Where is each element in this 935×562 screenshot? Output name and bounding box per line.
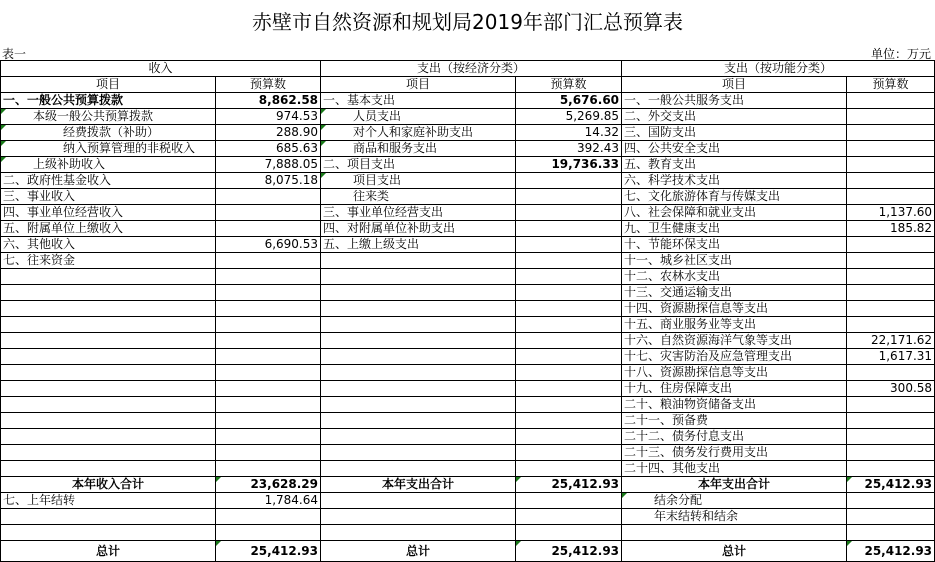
income-value-cell: 7,888.05 xyxy=(216,157,321,173)
table-row xyxy=(1,445,935,461)
table-row xyxy=(1,381,935,397)
grand-total-row xyxy=(1,541,935,562)
income-item-cell xyxy=(1,269,216,285)
income-item-cell xyxy=(1,445,216,461)
econ-value-cell xyxy=(516,285,622,301)
econ-item-cell xyxy=(321,253,516,269)
prev-carry-value: 1,784.64 xyxy=(216,493,321,509)
income-value-cell xyxy=(216,285,321,301)
income-item-cell xyxy=(1,381,216,397)
econ-value-cell xyxy=(516,269,622,285)
econ-value-cell xyxy=(516,509,622,525)
econ-value-cell xyxy=(516,445,622,461)
table-row xyxy=(1,221,935,237)
table-row xyxy=(1,125,935,141)
func-value-cell xyxy=(847,285,935,301)
income-value-cell xyxy=(216,349,321,365)
income-grand-label: 总计 xyxy=(1,541,216,562)
income-item-cell xyxy=(1,397,216,413)
econ-expense-header: 支出（按经济分类） xyxy=(321,61,622,77)
econ-item-cell: 四、对附属单位补助支出 xyxy=(321,221,516,237)
econ-item-cell: 商品和服务支出 xyxy=(321,141,516,157)
table-row xyxy=(1,301,935,317)
func-item-cell: 十七、灾害防治及应急管理支出 xyxy=(622,349,847,365)
func-value-cell: 1,137.60 xyxy=(847,205,935,221)
func-item-cell: 九、卫生健康支出 xyxy=(622,221,847,237)
econ-grand-label: 总计 xyxy=(321,541,516,562)
econ-item-cell xyxy=(321,285,516,301)
empty-cell xyxy=(847,525,935,541)
econ-value-cell xyxy=(516,317,622,333)
func-value-cell xyxy=(847,125,935,141)
func-item-cell: 七、文化旅游体育与传媒支出 xyxy=(622,189,847,205)
income-item-cell xyxy=(1,301,216,317)
func-value-cell: 185.82 xyxy=(847,221,935,237)
func-value-cell: 22,171.62 xyxy=(847,333,935,349)
func-item-cell: 二、外交支出 xyxy=(622,109,847,125)
table-row xyxy=(1,205,935,221)
func-item-cell: 十、节能环保支出 xyxy=(622,237,847,253)
func-expense-header: 支出（按功能分类） xyxy=(622,61,935,77)
econ-item-cell: 往来类 xyxy=(321,189,516,205)
econ-item-cell: 一、基本支出 xyxy=(321,93,516,109)
income-item-cell: 一、一般公共预算拨款 xyxy=(1,93,216,109)
func-value-cell xyxy=(847,301,935,317)
table-row xyxy=(1,173,935,189)
income-value-cell xyxy=(216,221,321,237)
income-value-cell xyxy=(216,397,321,413)
income-value-cell: 8,075.18 xyxy=(216,173,321,189)
table-row xyxy=(1,397,935,413)
func-item-cell: 十一、城乡社区支出 xyxy=(622,253,847,269)
income-value-cell: 974.53 xyxy=(216,109,321,125)
econ-item-header: 项目 xyxy=(321,77,516,93)
func-grand-label: 总计 xyxy=(622,541,847,562)
table-row xyxy=(1,141,935,157)
econ-item-cell xyxy=(321,413,516,429)
unit-label: 单位：万元 xyxy=(870,47,931,61)
table-row xyxy=(1,509,935,525)
func-value-cell xyxy=(847,397,935,413)
func-value-cell xyxy=(847,237,935,253)
income-value-cell xyxy=(216,205,321,221)
econ-item-cell xyxy=(321,381,516,397)
func-value-cell xyxy=(847,509,935,525)
income-value-cell xyxy=(216,445,321,461)
econ-value-cell xyxy=(516,221,622,237)
econ-value-cell xyxy=(516,461,622,477)
prev-carry-label: 七、上年结转 xyxy=(1,493,216,509)
econ-value-cell xyxy=(516,173,622,189)
income-value-cell xyxy=(216,301,321,317)
income-value-cell: 6,690.53 xyxy=(216,237,321,253)
func-item-cell: 二十四、其他支出 xyxy=(622,461,847,477)
table-row xyxy=(1,285,935,301)
econ-item-cell xyxy=(321,397,516,413)
func-value-cell xyxy=(847,157,935,173)
table-row xyxy=(1,253,935,269)
yearend-carry-label: 年末结转和结余 xyxy=(622,509,847,525)
econ-item-cell: 项目支出 xyxy=(321,173,516,189)
table-meta-row xyxy=(0,44,935,60)
func-item-cell: 十二、农林水支出 xyxy=(622,269,847,285)
func-item-cell: 五、教育支出 xyxy=(622,157,847,173)
income-item-cell xyxy=(1,317,216,333)
income-item-cell: 经费拨款（补助） xyxy=(1,125,216,141)
income-item-cell: 三、事业收入 xyxy=(1,189,216,205)
income-item-cell: 四、事业单位经营收入 xyxy=(1,205,216,221)
func-value-cell xyxy=(847,189,935,205)
income-item-cell xyxy=(1,365,216,381)
column-header-row xyxy=(1,77,935,93)
econ-item-cell xyxy=(321,317,516,333)
func-value-cell xyxy=(847,429,935,445)
func-item-cell: 十八、资源勘探信息等支出 xyxy=(622,365,847,381)
econ-value-cell: 14.32 xyxy=(516,125,622,141)
func-item-cell: 二十一、预备费 xyxy=(622,413,847,429)
func-total-value: 25,412.93 xyxy=(847,477,935,493)
income-value-cell xyxy=(216,381,321,397)
econ-item-cell xyxy=(321,445,516,461)
func-total-label: 本年支出合计 xyxy=(622,477,847,493)
income-item-cell: 七、往来资金 xyxy=(1,253,216,269)
econ-value-cell xyxy=(516,301,622,317)
income-value-cell: 288.90 xyxy=(216,125,321,141)
func-value-cell xyxy=(847,141,935,157)
func-item-cell: 十六、自然资源海洋气象等支出 xyxy=(622,333,847,349)
income-item-cell xyxy=(1,509,216,525)
econ-budget-header: 预算数 xyxy=(516,77,622,93)
econ-value-cell xyxy=(516,381,622,397)
econ-value-cell xyxy=(516,365,622,381)
econ-value-cell xyxy=(516,333,622,349)
table-row xyxy=(1,349,935,365)
income-value-cell xyxy=(216,269,321,285)
econ-item-cell: 二、项目支出 xyxy=(321,157,516,173)
income-item-cell: 二、政府性基金收入 xyxy=(1,173,216,189)
income-total-value: 23,628.29 xyxy=(216,477,321,493)
income-value-cell xyxy=(216,333,321,349)
income-grand-value: 25,412.93 xyxy=(216,541,321,562)
income-item-cell xyxy=(1,429,216,445)
table-id: 表一 xyxy=(2,47,27,61)
income-item-cell: 纳入预算管理的非税收入 xyxy=(1,141,216,157)
func-value-cell xyxy=(847,93,935,109)
func-item-cell: 十五、商业服务业等支出 xyxy=(622,317,847,333)
budget-table xyxy=(0,60,935,562)
func-item-cell: 二十、粮油物资储备支出 xyxy=(622,397,847,413)
table-row xyxy=(1,365,935,381)
econ-item-cell xyxy=(321,301,516,317)
income-item-cell xyxy=(1,461,216,477)
func-value-cell xyxy=(847,269,935,285)
econ-value-cell xyxy=(516,429,622,445)
func-item-cell: 八、社会保障和就业支出 xyxy=(622,205,847,221)
income-item-cell xyxy=(1,349,216,365)
table-row xyxy=(1,93,935,109)
econ-value-cell xyxy=(516,397,622,413)
table-row xyxy=(1,109,935,125)
income-value-cell xyxy=(216,509,321,525)
econ-total-value: 25,412.93 xyxy=(516,477,622,493)
econ-item-cell: 三、事业单位经营支出 xyxy=(321,205,516,221)
func-item-cell: 三、国防支出 xyxy=(622,125,847,141)
econ-item-cell: 五、上缴上级支出 xyxy=(321,237,516,253)
income-item-header: 项目 xyxy=(1,77,216,93)
econ-value-cell xyxy=(516,413,622,429)
income-item-cell: 六、其他收入 xyxy=(1,237,216,253)
func-item-cell: 一、一般公共服务支出 xyxy=(622,93,847,109)
table-row xyxy=(1,525,935,541)
func-item-cell: 二十二、债务付息支出 xyxy=(622,429,847,445)
func-value-cell xyxy=(847,253,935,269)
empty-cell xyxy=(321,525,516,541)
func-item-cell: 十四、资源勘探信息等支出 xyxy=(622,301,847,317)
income-total-label: 本年收入合计 xyxy=(1,477,216,493)
func-value-cell: 300.58 xyxy=(847,381,935,397)
econ-value-cell xyxy=(516,493,622,509)
table-row xyxy=(1,413,935,429)
econ-total-label: 本年支出合计 xyxy=(321,477,516,493)
func-item-cell: 四、公共安全支出 xyxy=(622,141,847,157)
func-item-cell: 二十三、债务发行费用支出 xyxy=(622,445,847,461)
econ-item-cell xyxy=(321,349,516,365)
table-row xyxy=(1,493,935,509)
surplus-label: 结余分配 xyxy=(622,493,847,509)
econ-item-cell: 人员支出 xyxy=(321,109,516,125)
econ-value-cell xyxy=(516,205,622,221)
econ-value-cell: 5,676.60 xyxy=(516,93,622,109)
econ-item-cell xyxy=(321,269,516,285)
section-header-row xyxy=(1,61,935,77)
empty-cell xyxy=(516,525,622,541)
income-value-cell: 8,862.58 xyxy=(216,93,321,109)
func-value-cell xyxy=(847,317,935,333)
income-value-cell xyxy=(216,461,321,477)
func-grand-value: 25,412.93 xyxy=(847,541,935,562)
income-item-cell: 上级补助收入 xyxy=(1,157,216,173)
table-row xyxy=(1,461,935,477)
func-value-cell xyxy=(847,493,935,509)
func-value-cell xyxy=(847,413,935,429)
income-value-cell xyxy=(216,429,321,445)
income-item-cell: 五、附属单位上缴收入 xyxy=(1,221,216,237)
econ-item-cell: 对个人和家庭补助支出 xyxy=(321,125,516,141)
table-row xyxy=(1,429,935,445)
func-item-cell: 十三、交通运输支出 xyxy=(622,285,847,301)
econ-value-cell xyxy=(516,237,622,253)
func-value-cell xyxy=(847,173,935,189)
empty-cell xyxy=(622,525,847,541)
func-budget-header: 预算数 xyxy=(847,77,935,93)
income-item-cell xyxy=(1,285,216,301)
econ-value-cell xyxy=(516,349,622,365)
table-row xyxy=(1,189,935,205)
empty-cell xyxy=(1,525,216,541)
empty-cell xyxy=(216,525,321,541)
econ-grand-value: 25,412.93 xyxy=(516,541,622,562)
econ-item-cell xyxy=(321,429,516,445)
econ-value-cell xyxy=(516,253,622,269)
econ-value-cell: 5,269.85 xyxy=(516,109,622,125)
table-row xyxy=(1,269,935,285)
table-row xyxy=(1,237,935,253)
func-value-cell xyxy=(847,365,935,381)
econ-item-cell xyxy=(321,461,516,477)
func-item-header: 项目 xyxy=(622,77,847,93)
income-value-cell xyxy=(216,413,321,429)
econ-item-cell xyxy=(321,493,516,509)
func-item-cell: 十九、住房保障支出 xyxy=(622,381,847,397)
page-title: 赤壁市自然资源和规划局2019年部门汇总预算表 xyxy=(252,10,683,34)
func-value-cell: 1,617.31 xyxy=(847,349,935,365)
income-header: 收入 xyxy=(1,61,321,77)
func-value-cell xyxy=(847,445,935,461)
econ-item-cell xyxy=(321,333,516,349)
econ-item-cell xyxy=(321,509,516,525)
table-row xyxy=(1,317,935,333)
income-value-cell xyxy=(216,189,321,205)
income-value-cell: 685.63 xyxy=(216,141,321,157)
econ-value-cell xyxy=(516,189,622,205)
func-item-cell: 六、科学技术支出 xyxy=(622,173,847,189)
income-value-cell xyxy=(216,317,321,333)
income-item-cell xyxy=(1,413,216,429)
income-budget-header: 预算数 xyxy=(216,77,321,93)
table-row xyxy=(1,333,935,349)
income-item-cell: 本级一般公共预算拨款 xyxy=(1,109,216,125)
func-value-cell xyxy=(847,109,935,125)
table-row xyxy=(1,157,935,173)
budget-table-body xyxy=(1,61,935,562)
econ-value-cell: 19,736.33 xyxy=(516,157,622,173)
econ-item-cell xyxy=(321,365,516,381)
income-value-cell xyxy=(216,253,321,269)
func-value-cell xyxy=(847,461,935,477)
econ-value-cell: 392.43 xyxy=(516,141,622,157)
totals-row xyxy=(1,477,935,493)
income-item-cell xyxy=(1,333,216,349)
income-value-cell xyxy=(216,365,321,381)
